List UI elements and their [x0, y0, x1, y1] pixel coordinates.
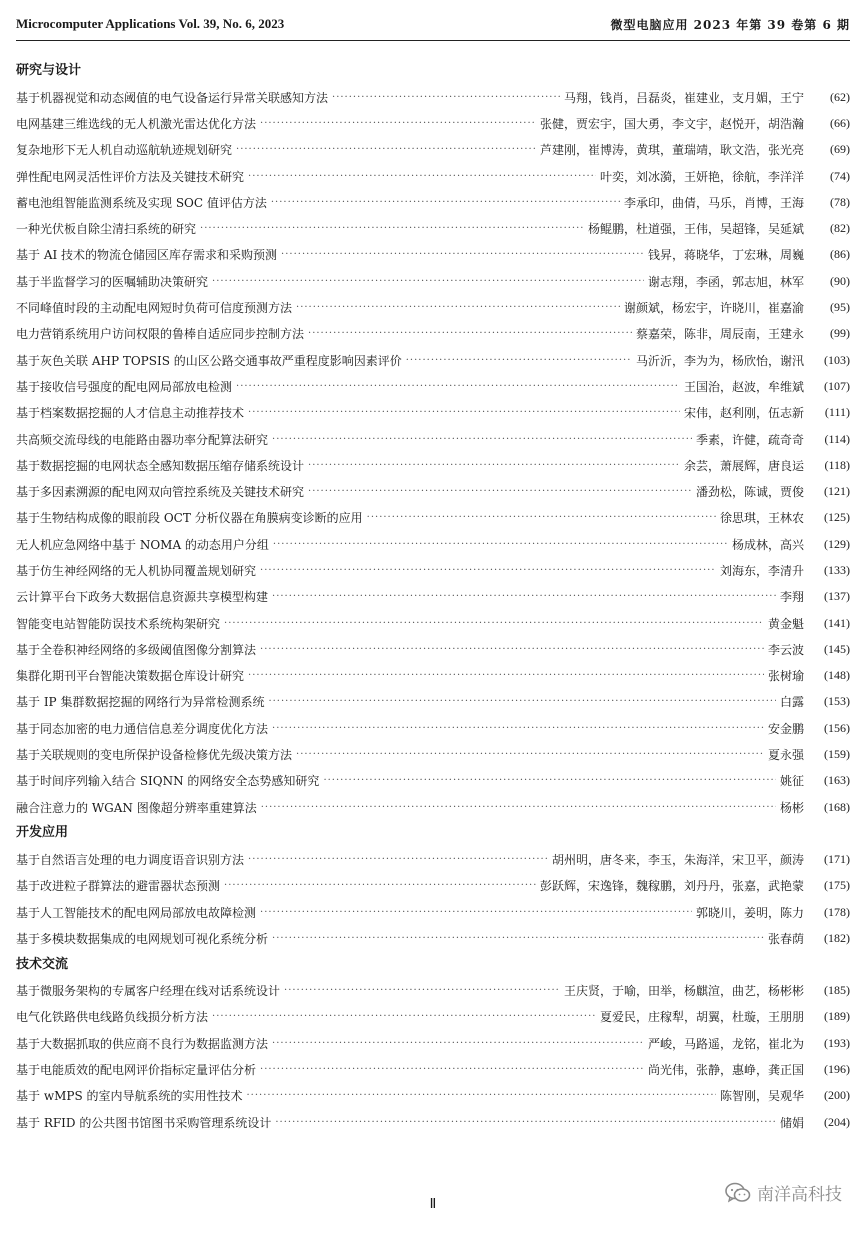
- article-title: 蓄电池组智能监测系统及实现 SOC 值评估方法: [16, 195, 267, 210]
- toc-entry[interactable]: [16, 242, 850, 268]
- article-page: (90): [830, 273, 850, 288]
- article-authors: 夏永强: [767, 748, 804, 763]
- toc-entry[interactable]: [16, 557, 850, 583]
- dot-leader: [260, 565, 716, 576]
- article-authors: 杨彬: [779, 800, 804, 815]
- toc-entry[interactable]: [16, 610, 850, 636]
- dot-leader: [271, 197, 620, 208]
- article-page: (103): [824, 352, 850, 367]
- article-title: 基于数据挖掘的电网状态全感知数据压缩存储系统设计: [16, 458, 305, 473]
- toc-entry[interactable]: [16, 268, 850, 294]
- dot-leader: [367, 512, 716, 523]
- section-title: 研究与设计: [16, 63, 82, 78]
- article-authors: 徐思琪，王林农: [719, 511, 804, 526]
- dot-leader: [406, 355, 632, 366]
- toc-entry[interactable]: [16, 873, 850, 899]
- toc-entry[interactable]: [16, 794, 850, 820]
- article-page: (121): [824, 484, 850, 499]
- toc-entry[interactable]: [16, 663, 850, 689]
- toc-entry[interactable]: [16, 400, 850, 426]
- article-authors: 余芸，萧展辉，唐良运: [683, 458, 804, 473]
- article-page: (204): [824, 1114, 850, 1129]
- article-page: (148): [824, 668, 850, 683]
- dot-leader: [308, 460, 680, 471]
- toc-entry[interactable]: [16, 741, 850, 767]
- article-page: (99): [830, 326, 850, 341]
- dot-leader: [248, 171, 596, 182]
- toc-entry[interactable]: [16, 689, 850, 715]
- dot-leader: [224, 618, 764, 629]
- article-page: (74): [830, 168, 850, 183]
- article-authors: 张树瑜: [767, 669, 804, 684]
- toc-entry[interactable]: [16, 899, 850, 925]
- article-page: (125): [824, 510, 850, 525]
- toc-entry[interactable]: [16, 426, 850, 452]
- article-authors: 谢颜斌，杨宏宇，许晓川，崔嘉渝: [623, 301, 804, 316]
- article-title: 基于多因素溯源的配电网双向管控系统及关键技术研究: [16, 485, 305, 500]
- article-title: 基于生物结构成像的眼前段 OCT 分析仪器在角膜病变诊断的应用: [16, 511, 363, 526]
- article-title: 基于自然语言处理的电力调度语音识别方法: [16, 852, 245, 867]
- article-authors: 储娟: [779, 1115, 804, 1130]
- article-title: 基于改进粒子群算法的避雷器状态预测: [16, 879, 221, 894]
- article-title: 基于微服务架构的专属客户经理在线对话系统设计: [16, 984, 281, 999]
- article-page: (95): [830, 300, 850, 315]
- article-title: 基于 wMPS 的室内导航系统的实用性技术: [16, 1089, 243, 1104]
- article-title: 集群化期刊平台智能决策数据仓库设计研究: [16, 669, 245, 684]
- article-page: (168): [824, 799, 850, 814]
- dot-leader: [224, 880, 536, 891]
- toc-entry[interactable]: [16, 84, 850, 110]
- article-authors: 姚征: [779, 774, 804, 789]
- dot-leader: [272, 723, 764, 734]
- article-authors: 张健，贾宏宇，国大勇，李文宇，赵悦开，胡浩瀚: [539, 116, 804, 131]
- toc-entry[interactable]: [16, 1030, 850, 1056]
- journal-header: [16, 16, 850, 41]
- article-title: 基于同态加密的电力通信信息差分调度优化方法: [16, 721, 269, 736]
- article-title: 基于大数据抓取的供应商不良行为数据监测方法: [16, 1036, 269, 1051]
- article-title: 基于机器视觉和动态阈值的电气设备运行异常关联感知方法: [16, 90, 329, 105]
- article-page: (182): [824, 930, 850, 945]
- dot-leader: [260, 118, 536, 129]
- toc-entry[interactable]: [16, 110, 850, 136]
- dot-leader: [284, 985, 560, 996]
- article-page: (129): [824, 536, 850, 551]
- article-page: (196): [824, 1062, 850, 1077]
- article-title: 基于灰色关联 AHP TOPSIS 的山区公路交通事故严重程度影响因素评价: [16, 353, 402, 368]
- dot-leader: [246, 1090, 716, 1101]
- dot-leader: [248, 670, 764, 681]
- dot-leader: [272, 1038, 644, 1049]
- article-title: 基于半监督学习的医嘱辅助决策研究: [16, 274, 209, 289]
- article-authors: 王庆贤，于喻，田举，杨麒渲，曲艺，杨彬彬: [563, 984, 804, 999]
- article-authors: 尚光伟，张静，惠峥，龚正国: [647, 1063, 804, 1078]
- article-page: (145): [824, 641, 850, 656]
- article-authors: 季素，许健，疏奇奇: [695, 432, 804, 447]
- article-title: 基于时间序列输入结合 SIQNN 的网络安全态势感知研究: [16, 774, 320, 789]
- article-title: 基于 RFID 的公共图书馆图书采购管理系统设计: [16, 1115, 272, 1130]
- toc-entry[interactable]: [16, 294, 850, 320]
- article-page: (66): [830, 115, 850, 130]
- article-authors: 王国治，赵波，牟维斌: [683, 379, 804, 394]
- article-page: (137): [824, 589, 850, 604]
- article-title: 电网基建三维选线的无人机激光雷达优化方法: [16, 116, 257, 131]
- toc-entry[interactable]: [16, 1109, 850, 1135]
- article-authors: 彭跃辉，宋逸锋，魏稼鹏，刘丹丹，张嘉，武艳蒙: [539, 879, 804, 894]
- toc-entry[interactable]: [16, 1056, 850, 1082]
- article-authors: 胡州明，唐冬来，李玉，朱海洋，宋卫平，颜涛: [551, 852, 804, 867]
- article-authors: 蔡嘉荣，陈非，周辰南，王建永: [635, 327, 804, 342]
- article-page: (118): [824, 457, 850, 472]
- article-title: 电气化铁路供电线路负线损分析方法: [16, 1010, 209, 1025]
- dot-leader: [273, 539, 728, 550]
- article-page: (62): [830, 89, 850, 104]
- article-title: 基于电能质效的配电网评价指标定量评估分析: [16, 1063, 257, 1078]
- dot-leader: [261, 802, 776, 813]
- dot-leader: [296, 302, 620, 313]
- dot-leader: [272, 434, 692, 445]
- dot-leader: [308, 328, 632, 339]
- toc-entry[interactable]: [16, 215, 850, 241]
- article-authors: 叶奕，刘冰漪，王妍艳，徐航，李洋洋: [599, 169, 804, 184]
- article-title: 基于全卷积神经网络的多级阈值图像分割算法: [16, 642, 257, 657]
- article-authors: 夏爱民，庄稼犁，胡翼，杜璇，王朋朋: [599, 1010, 804, 1025]
- article-authors: 陈智刚，吴观华: [719, 1089, 804, 1104]
- article-authors: 刘海东，李清升: [719, 563, 804, 578]
- article-title: 基于档案数据挖掘的人才信息主动推荐技术: [16, 406, 245, 421]
- article-title: 电力营销系统用户访问权限的鲁棒自适应同步控制方法: [16, 327, 305, 342]
- article-page: (86): [830, 247, 850, 262]
- article-authors: 严峻，马路遥，龙铭，崔北为: [647, 1036, 804, 1051]
- toc-entry[interactable]: [16, 321, 850, 347]
- dot-leader: [248, 854, 548, 865]
- article-page: (141): [824, 615, 850, 630]
- toc-entry[interactable]: [16, 584, 850, 610]
- dot-leader: [272, 591, 776, 602]
- dot-leader: [323, 775, 776, 786]
- dot-leader: [200, 223, 584, 234]
- article-authors: 马沂沂，李为为，杨欣怡，谢汛: [635, 353, 804, 368]
- article-title: 基于 IP 集群数据挖掘的网络行为异常检测系统: [16, 695, 265, 710]
- article-page: (153): [824, 694, 850, 709]
- article-authors: 芦建刚，崔博涛，黄琪，董瑞靖，耿文浩，张光亮: [539, 143, 804, 158]
- journal-title-cn: 微型电脑应用 2023 年第 39 卷第 6 期: [610, 18, 850, 32]
- toc-entry[interactable]: [16, 478, 850, 504]
- toc-entry[interactable]: [16, 163, 850, 189]
- toc-entry[interactable]: [16, 925, 850, 951]
- article-title: 弹性配电网灵活性评价方法及关键技术研究: [16, 169, 245, 184]
- article-authors: 安金鹏: [767, 721, 804, 736]
- toc-entry[interactable]: [16, 137, 850, 163]
- wechat-icon: [725, 1182, 751, 1204]
- article-page: (185): [824, 983, 850, 998]
- toc-entry[interactable]: [16, 715, 850, 741]
- toc-entry[interactable]: [16, 531, 850, 557]
- journal-title-en: Microcomputer Applications Vol. 39, No. 6, 2023: [16, 16, 285, 31]
- dot-leader: [236, 381, 680, 392]
- dot-leader: [212, 1011, 596, 1022]
- article-page: (133): [824, 562, 850, 577]
- article-title: 复杂地形下无人机自动巡航轨迹规划研究: [16, 143, 233, 158]
- article-page: (156): [824, 720, 850, 735]
- article-authors: 马翔，钱肖，吕磊炎，崔建业，支月媚，王宁: [563, 90, 804, 105]
- toc-entry[interactable]: [16, 768, 850, 794]
- article-authors: 黄金魁: [767, 616, 804, 631]
- dot-leader: [268, 696, 776, 707]
- section-title: 技术交流: [16, 956, 69, 972]
- article-page: (175): [824, 878, 850, 893]
- article-page: (163): [824, 773, 850, 788]
- watermark-text: 南洋高科技: [757, 1185, 842, 1205]
- article-page: (82): [830, 221, 850, 236]
- watermark: [725, 1180, 842, 1205]
- article-title: 不同峰值时段的主动配电网短时负荷可信度预测方法: [16, 301, 293, 316]
- article-title: 基于人工智能技术的配电网局部放电故障检测: [16, 905, 257, 920]
- article-authors: 宋伟，赵利刚，伍志新: [683, 406, 804, 421]
- toc-entry[interactable]: [16, 1083, 850, 1109]
- dot-leader: [260, 1064, 644, 1075]
- toc-entry[interactable]: [16, 189, 850, 215]
- article-title: 一种光伏板自除尘清扫系统的研究: [16, 222, 197, 237]
- article-authors: 谢志翔，李函，郭志旭，林军: [647, 274, 804, 289]
- article-title: 基于关联规则的变电所保护设备检修优先级决策方法: [16, 748, 293, 763]
- article-authors: 杨成林，高兴: [731, 537, 804, 552]
- toc-entry[interactable]: [16, 452, 850, 478]
- table-of-contents: [16, 58, 850, 1135]
- article-authors: 张春荫: [767, 931, 804, 946]
- article-authors: 郭晓川，姜明，陈力: [695, 905, 804, 920]
- dot-leader: [248, 407, 680, 418]
- toc-entry[interactable]: [16, 347, 850, 373]
- toc-entry[interactable]: [16, 846, 850, 872]
- article-authors: 钱昇，蒋晓华，丁宏琳，周巍: [647, 248, 804, 263]
- article-title: 基于多模块数据集成的电网规划可视化系统分析: [16, 931, 269, 946]
- dot-leader: [296, 749, 764, 760]
- toc-entry[interactable]: [16, 505, 850, 531]
- toc-entry[interactable]: [16, 1004, 850, 1030]
- article-page: (114): [824, 431, 850, 446]
- article-page: (193): [824, 1035, 850, 1050]
- dot-leader: [332, 92, 560, 103]
- article-title: 基于 AI 技术的物流仓储园区库存需求和采购预测: [16, 248, 278, 263]
- article-authors: 李云波: [767, 642, 804, 657]
- dot-leader: [308, 486, 692, 497]
- article-title: 共高频交流母线的电能路由器功率分配算法研究: [16, 432, 269, 447]
- dot-leader: [260, 907, 692, 918]
- dot-leader: [236, 144, 536, 155]
- dot-leader: [260, 644, 764, 655]
- toc-entry[interactable]: [16, 978, 850, 1004]
- article-page: (171): [824, 851, 850, 866]
- article-authors: 李翔: [779, 590, 804, 605]
- toc-entry[interactable]: [16, 636, 850, 662]
- dot-leader: [281, 249, 644, 260]
- article-page: (111): [824, 405, 850, 420]
- article-title: 融合注意力的 WGAN 图像超分辨率重建算法: [16, 800, 257, 815]
- article-page: (200): [824, 1088, 850, 1103]
- article-page: (78): [830, 194, 850, 209]
- article-page: (107): [824, 378, 850, 393]
- article-authors: 白露: [779, 695, 804, 710]
- article-title: 无人机应急网络中基于 NOMA 的动态用户分组: [16, 537, 269, 552]
- article-authors: 潘劲松，陈诚，贾俊: [695, 485, 804, 500]
- article-title: 基于接收信号强度的配电网局部放电检测: [16, 379, 233, 394]
- dot-leader: [272, 933, 764, 944]
- dot-leader: [212, 276, 644, 287]
- article-page: (178): [824, 904, 850, 919]
- article-page: (159): [824, 747, 850, 762]
- article-page: (69): [830, 142, 850, 157]
- article-page: (189): [824, 1009, 850, 1024]
- article-authors: 杨鲲鹏，杜道强，王伟，吴超锋，吴延斌: [587, 222, 804, 237]
- toc-entry[interactable]: [16, 373, 850, 399]
- article-title: 云计算平台下政务大数据信息资源共享模型构建: [16, 590, 269, 605]
- section-title: 开发应用: [16, 825, 69, 841]
- article-authors: 李承印，曲倩，马乐，肖博，王海: [623, 195, 804, 210]
- article-title: 智能变电站智能防误技术系统构架研究: [16, 616, 221, 631]
- dot-leader: [275, 1117, 776, 1128]
- page-number: Ⅱ: [429, 1197, 437, 1212]
- article-title: 基于仿生神经网络的无人机协同覆盖规划研究: [16, 563, 257, 578]
